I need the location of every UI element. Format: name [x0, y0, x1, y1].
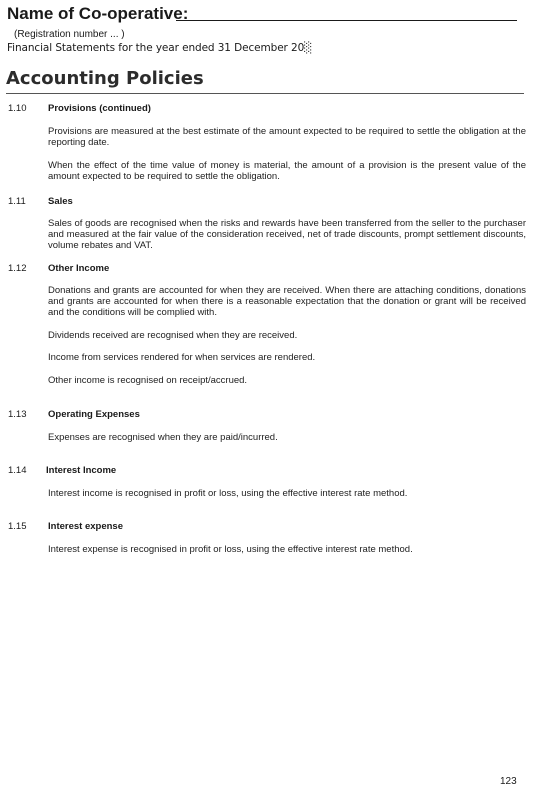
- policy-heading: Sales: [48, 196, 73, 207]
- policy-paragraph: Dividends received are recognised when they are received.: [48, 330, 298, 341]
- section-title: Accounting Policies: [6, 68, 204, 89]
- policy-number: 1.11: [8, 196, 26, 207]
- policy-heading: Interest expense: [48, 521, 123, 532]
- policy-paragraph: Interest income is recognised in profit or loss, using the effective interest rate method.: [48, 488, 408, 499]
- coop-name-blank-line: [176, 20, 517, 21]
- policy-paragraph: Provisions are measured at the best estimate of the amount expected to be required to settle the obligation at the reporting date.: [48, 126, 526, 148]
- policy-paragraph: When the effect of the time value of money is material, the amount of a provision is the present value of the amount expected to be required to settle the obligation.: [48, 160, 526, 182]
- policy-paragraph: Other income is recognised on receipt/accrued.: [48, 375, 248, 386]
- financial-statements-period: Financial Statements for the year ended 31 December 20░: [7, 42, 313, 54]
- policy-paragraph: Donations and grants are accounted for when they are received. When there are attaching conditions, donations and grants are accounted for when there is a reasonable expectation that the donation or grant will be received and the conditions will be complied with.: [48, 285, 526, 318]
- policy-number: 1.12: [8, 263, 27, 274]
- policy-heading: Interest Income: [46, 465, 117, 476]
- policy-paragraph: Interest expense is recognised in profit or loss, using the effective interest rate method.: [48, 544, 413, 555]
- policy-number: 1.14: [8, 465, 27, 476]
- coop-name-label: Name of Co-operative:: [7, 4, 189, 23]
- policy-heading: Provisions (continued): [48, 103, 151, 114]
- policy-paragraph: Sales of goods are recognised when the risks and rewards have been transferred from the seller to the purchaser and measured at the fair value of the consideration received, net of trade discounts, prompt settlement discounts, volume rebates and VAT.: [48, 218, 526, 251]
- title-divider: [6, 93, 524, 94]
- page-number: 123: [500, 776, 517, 787]
- policy-number: 1.10: [8, 103, 27, 114]
- policy-number: 1.13: [8, 409, 27, 420]
- policy-heading: Operating Expenses: [48, 409, 140, 420]
- policy-heading: Other Income: [48, 263, 110, 274]
- policy-paragraph: Income from services rendered for when services are rendered.: [48, 352, 316, 363]
- policy-number: 1.15: [8, 521, 27, 532]
- policy-paragraph: Expenses are recognised when they are paid/incurred.: [48, 432, 278, 443]
- registration-number: (Registration number ... ): [14, 29, 125, 40]
